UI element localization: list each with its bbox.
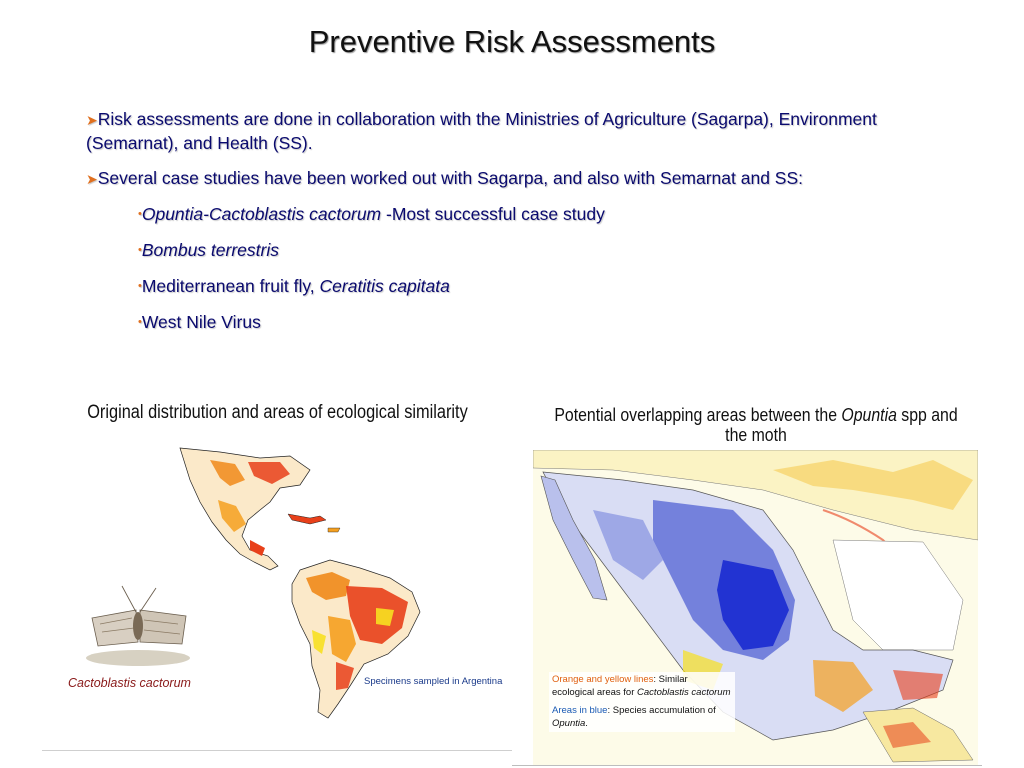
sub-bullet-text: West Nile Virus <box>141 312 261 332</box>
legend-blue-entry <box>552 705 732 730</box>
slide-title: Preventive Risk Assessments <box>308 24 716 59</box>
sub-bullet-west-nile <box>138 311 966 334</box>
dot-bullet-icon: • <box>138 280 142 292</box>
arrow-bullet-icon: ➤ <box>86 171 98 187</box>
caption-italic: Opuntia <box>841 405 897 425</box>
bullet-collaboration <box>86 108 966 155</box>
moth-caption: Cactoblastis cactorum <box>68 676 191 690</box>
species-name: Bombus terrestris <box>141 240 279 260</box>
left-figure-caption: Original distribution and areas of ecological similarity <box>87 402 468 423</box>
dot-bullet-icon: • <box>138 208 142 220</box>
legend-italic: Opuntia <box>552 717 586 729</box>
legend-italic: Cactoblastis cactorum <box>637 686 731 698</box>
species-name: Ceratitis capitata <box>319 276 450 296</box>
bullet-text: Several case studies have been worked out with Sagarpa, and also with Semarnat and SS: <box>97 168 804 188</box>
right-figure-caption <box>545 405 967 445</box>
sub-bullet-text: -Most successful case study <box>381 204 605 224</box>
bottom-divider <box>42 750 512 751</box>
specimens-label: Specimens sampled in Argentina <box>364 676 503 687</box>
sub-bullet-medfly <box>138 275 966 298</box>
bullet-case-studies <box>86 167 966 191</box>
legend-blue-label: Areas in blue <box>552 705 608 716</box>
legend-text: : Species accumulation of <box>607 705 716 716</box>
bottom-divider-right <box>512 765 982 766</box>
arrow-bullet-icon: ➤ <box>86 112 98 128</box>
caption-text: spp and the moth <box>725 405 958 445</box>
legend-orange-label: Orange and yellow lines <box>552 674 654 685</box>
species-name: Opuntia-Cactoblastis cactorum <box>141 204 382 224</box>
sub-bullet-opuntia <box>138 203 966 226</box>
legend-orange-entry <box>552 674 732 699</box>
bullet-text: Risk assessments are done in collaboration with the Ministries of Agriculture (Sagarpa), Environment (Semarnat), and Health (SS). <box>86 109 877 153</box>
bullet-list <box>86 108 966 347</box>
legend-text: . <box>585 717 588 729</box>
dot-bullet-icon: • <box>138 316 142 328</box>
dot-bullet-icon: • <box>138 244 142 256</box>
caption-text: Potential overlapping areas between the <box>554 405 842 425</box>
moth-image <box>78 580 198 670</box>
sub-bullet-text: Mediterranean fruit fly, <box>141 276 320 296</box>
legend-text: : Similar ecological areas for <box>552 674 688 698</box>
sub-bullet-bombus <box>138 239 966 262</box>
map-legend <box>549 672 735 732</box>
